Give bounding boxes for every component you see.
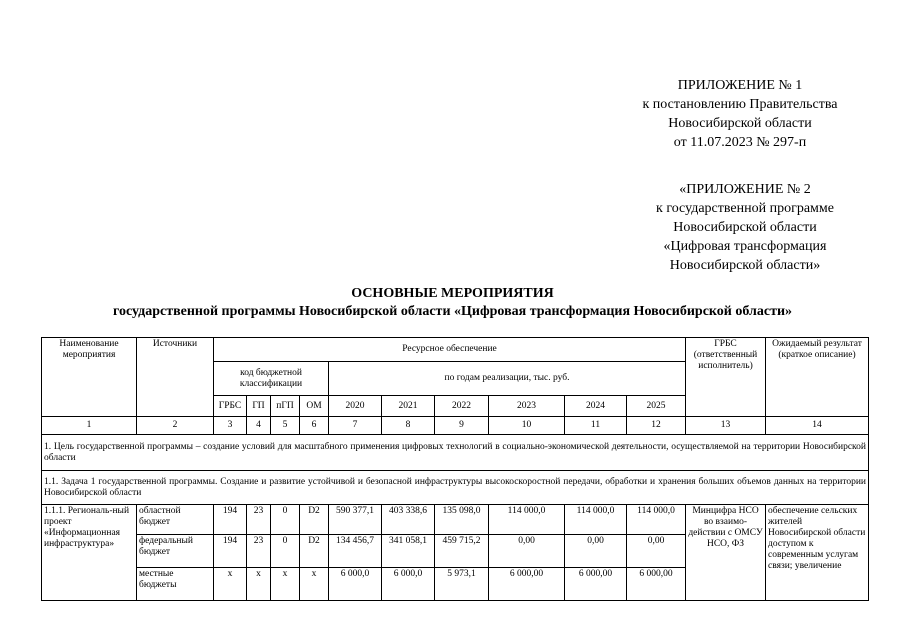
value-cell: 114 000,0 [489,505,565,535]
appendix-1-block [620,76,860,152]
code-cell: 0 [271,535,300,568]
header-code-om: ОМ [300,396,329,417]
program-task: 1.1. Задача 1 государственной программы. Создание и развитие устойчивой и безопасной инфраструктуры высокоскоростной передачи, обработки и хранения больших объемов данных на территории Новосибирской области [42,471,869,505]
header-resources: Ресурсное обеспечение [214,338,686,362]
code-cell: 0 [271,505,300,535]
value-cell: 114 000,0 [565,505,627,535]
header-row-1 [42,338,869,362]
appendix-1-line: Новосибирской области [668,116,812,131]
column-number: 7 [329,417,382,435]
value-cell: 114 000,0 [627,505,686,535]
value-cell: 0,00 [489,535,565,568]
expected-result: обеспечение сельских жителей Новосибирской области доступом к современным услугам связи; увеличение [766,505,869,601]
code-cell: x [214,568,247,601]
code-cell: D2 [300,535,329,568]
appendix-2-line: «Цифровая трансформация [663,239,827,254]
value-cell: 459 715,2 [435,535,489,568]
document-title: ОСНОВНЫЕ МЕРОПРИЯТИЯ [351,286,554,301]
header-code-pgp: пГП [271,396,300,417]
header-by-years: по годам реализации, тыс. руб. [329,362,686,396]
code-cell: x [247,568,271,601]
column-number: 3 [214,417,247,435]
column-number: 12 [627,417,686,435]
program-goal: 1. Цель государственной программы – создание условий для масштабного применения цифровых технологий в социально-экономической деятельности, осуществляемой на территории Новосибирской области [42,435,869,471]
header-expected-result: Ожидаемый результат (краткое описание) [766,338,869,417]
header-grbs-responsible: ГРБС (ответственный исполнитель) [686,338,766,417]
value-cell: 6 000,00 [565,568,627,601]
value-cell: 0,00 [565,535,627,568]
column-number: 5 [271,417,300,435]
appendix-2-line: Новосибирской области [673,220,817,235]
header-year-2025: 2025 [627,396,686,417]
appendix-1-line: к постановлению Правительства [642,97,838,112]
project-name: 1.1.1. Региональ-ный проект «Информационная инфраструктура» [42,505,137,601]
column-number: 2 [137,417,214,435]
value-cell: 5 973,1 [435,568,489,601]
document-subtitle: государственной программы Новосибирской области «Цифровая трансформация Новосибирской области» [112,304,793,319]
column-numbers-row [42,417,869,435]
value-cell: 135 098,0 [435,505,489,535]
value-cell: 6 000,00 [489,568,565,601]
measures-table [41,337,869,601]
source-name: федеральный бюджет [137,535,214,568]
value-cell: 0,00 [627,535,686,568]
value-cell: 341 058,1 [382,535,435,568]
header-year-2022: 2022 [435,396,489,417]
table-row [42,505,869,535]
code-cell: D2 [300,505,329,535]
header-year-2021: 2021 [382,396,435,417]
code-cell: 23 [247,505,271,535]
header-sources: Источники [137,338,214,417]
header-year-2024: 2024 [565,396,627,417]
header-code-gp: ГП [247,396,271,417]
value-cell: 6 000,0 [329,568,382,601]
header-year-2023: 2023 [489,396,565,417]
source-name: местные бюджеты [137,568,214,601]
column-number: 14 [766,417,869,435]
task-row [42,471,869,505]
value-cell: 6 000,00 [627,568,686,601]
code-cell: 194 [214,535,247,568]
column-number: 8 [382,417,435,435]
header-code-grbs: ГРБС [214,396,247,417]
header-budget-code: код бюджетной классификации [214,362,329,396]
appendix-2-line: Новосибирской области» [669,258,821,273]
value-cell: 6 000,0 [382,568,435,601]
column-number: 10 [489,417,565,435]
code-cell: 23 [247,535,271,568]
responsible-executor: Минцифра НСО во взаимо-действии с ОМСУ НСО, ФЗ [686,505,766,601]
appendix-1-line: от 11.07.2023 № 297-п [673,135,807,150]
column-number: 1 [42,417,137,435]
appendix-2-line: к государственной программе [656,201,834,216]
column-number: 9 [435,417,489,435]
column-number: 13 [686,417,766,435]
column-number: 4 [247,417,271,435]
column-number: 6 [300,417,329,435]
appendix-1-line: ПРИЛОЖЕНИЕ № 1 [677,78,803,93]
value-cell: 403 338,6 [382,505,435,535]
column-number: 11 [565,417,627,435]
source-name: областной бюджет [137,505,214,535]
appendix-2-block [625,180,865,275]
header-name: Наименование мероприятия [42,338,137,417]
value-cell: 134 456,7 [329,535,382,568]
code-cell: x [300,568,329,601]
code-cell: 194 [214,505,247,535]
goal-row [42,435,869,471]
header-year-2020: 2020 [329,396,382,417]
appendix-2-line: «ПРИЛОЖЕНИЕ № 2 [679,182,811,197]
code-cell: x [271,568,300,601]
value-cell: 590 377,1 [329,505,382,535]
